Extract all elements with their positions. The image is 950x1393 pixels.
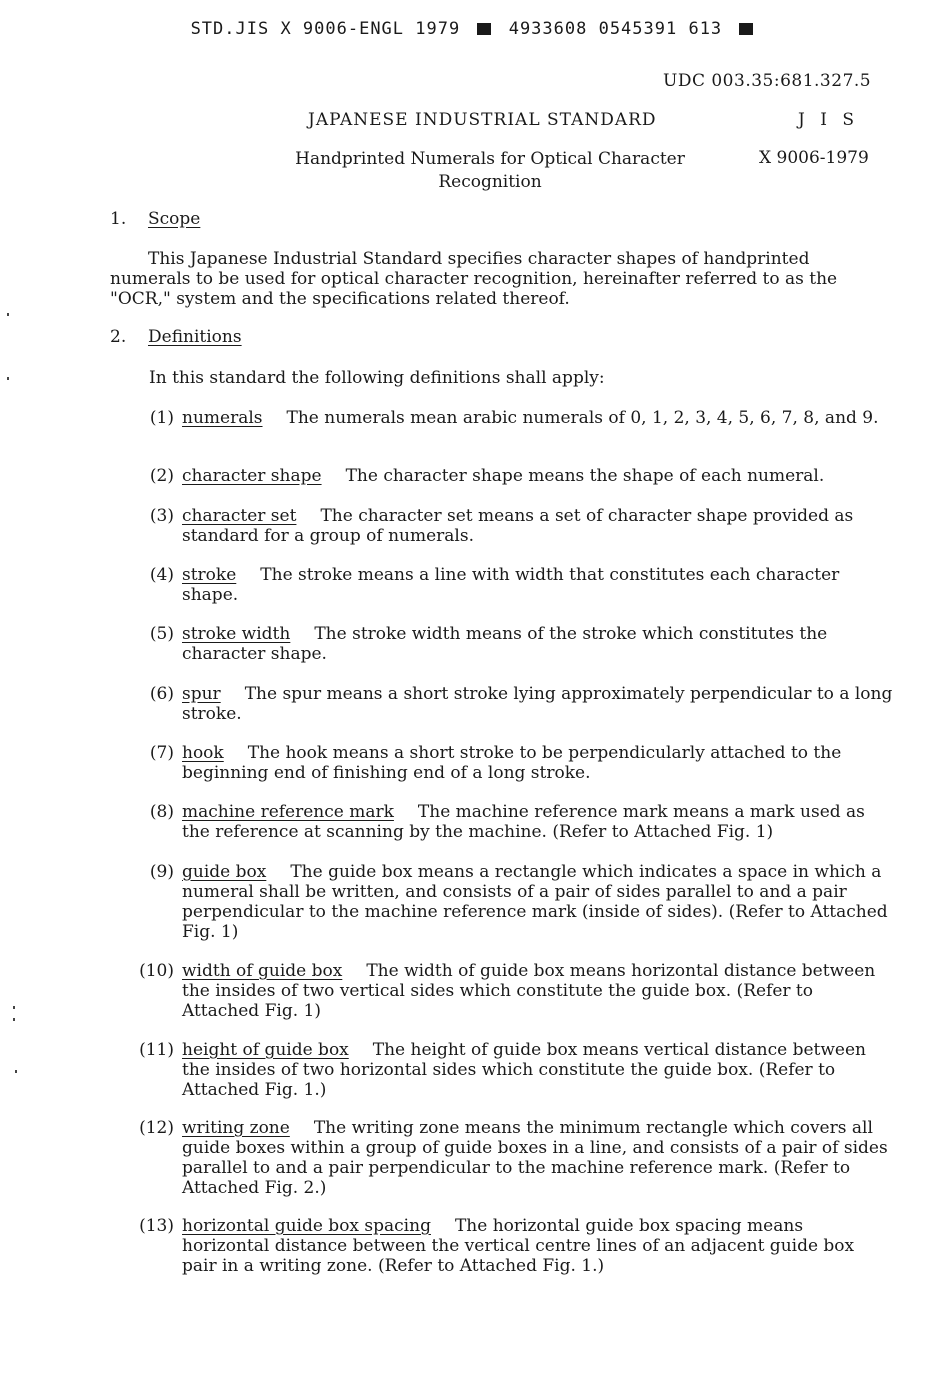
item-text: The stroke means a line with width that constitutes each character shape.	[182, 565, 840, 605]
definition-item	[124, 624, 894, 664]
jis-label: J I S	[798, 110, 859, 130]
item-text: The height of guide box means vertical distance between the insides of two horizontal sides which constitute the guide box. (Refer to Attached Fig. 1.)	[182, 1040, 866, 1100]
definition-item	[124, 961, 894, 1021]
item-number: (11)	[139, 1040, 174, 1060]
definition-item	[124, 466, 894, 486]
item-number: (1)	[149, 408, 174, 428]
scan-header-line	[0, 19, 950, 39]
item-number: (8)	[149, 802, 174, 822]
scan-header-code: STD.JIS X 9006-ENGL 1979	[190, 19, 461, 39]
item-term: writing zone	[182, 1118, 290, 1138]
item-number: (10)	[139, 961, 174, 981]
section-number: 1.	[110, 209, 127, 229]
item-term: machine reference mark	[182, 802, 394, 822]
definition-item	[124, 862, 894, 942]
item-term: stroke width	[182, 624, 291, 644]
item-text: The character shape means the shape of each numeral.	[345, 466, 825, 486]
definition-item	[124, 684, 894, 724]
scan-speck	[13, 1006, 15, 1009]
item-term: stroke	[182, 565, 237, 585]
item-number: (13)	[139, 1216, 174, 1236]
item-term: height of guide box	[182, 1040, 349, 1060]
item-number: (12)	[139, 1118, 174, 1138]
item-term: numerals	[182, 408, 263, 428]
item-term: hook	[182, 743, 224, 763]
item-term: spur	[182, 684, 221, 704]
item-number: (5)	[149, 624, 174, 644]
item-number: (9)	[149, 862, 174, 882]
section-number: 2.	[110, 327, 127, 347]
item-text: The spur means a short stroke lying approximately perpendicular to a long stroke.	[182, 684, 893, 724]
item-text: The stroke width means of the stroke which constitutes the character shape.	[182, 624, 828, 664]
scope-paragraph	[110, 249, 878, 309]
udc-number: UDC 003.35:681.327.5	[663, 71, 872, 91]
definition-item	[124, 1040, 894, 1100]
scan-speck	[15, 1070, 17, 1073]
definition-item	[124, 802, 894, 842]
scan-speck	[7, 377, 9, 380]
item-term: width of guide box	[182, 961, 343, 981]
item-text: The horizontal guide box spacing means horizontal distance between the vertical centre lines of an adjacent guide box pair in a writing zone. (Refer to Attached Fig. 1.)	[182, 1216, 855, 1276]
scope-text: This Japanese Industrial Standard specifies character shapes of handprinted numerals to be used for optical character recognition, hereinafter referred to as the "OCR," system and the specifications related thereof.	[110, 249, 838, 309]
definition-item	[124, 408, 894, 428]
item-text: The numerals mean arabic numerals of 0, 1, 2, 3, 4, 5, 6, 7, 8, and 9.	[286, 408, 879, 428]
item-number: (3)	[149, 506, 174, 526]
section-title: Definitions	[148, 327, 242, 347]
document-number: X 9006-1979	[759, 148, 869, 168]
item-text: The guide box means a rectangle which indicates a space in which a numeral shall be written, and consists of a pair of sides parallel to and a pair perpendicular to the machine reference mark (inside of sides). (Refer to Attached Fig. 1)	[182, 862, 888, 942]
scan-speck	[13, 1018, 15, 1021]
item-term: horizontal guide box spacing	[182, 1216, 431, 1236]
item-text: The character set means a set of character shape provided as standard for a group of numerals.	[182, 506, 854, 546]
item-term: character set	[182, 506, 297, 526]
definition-item	[124, 565, 894, 605]
black-block-mark	[477, 23, 491, 35]
black-block-mark	[739, 23, 753, 35]
section-heading-scope	[110, 209, 200, 229]
definition-item	[124, 1118, 894, 1198]
document-name: Handprinted Numerals for Optical Character Recognition	[295, 149, 685, 192]
item-text: The hook means a short stroke to be perpendicularly attached to the beginning end of finishing end of a long stroke.	[182, 743, 842, 783]
item-term: guide box	[182, 862, 267, 882]
item-text: The writing zone means the minimum rectangle which covers all guide boxes within a group of guide boxes in a line, and consists of a pair of sides parallel to and a pair perpendicular to the machine reference mark. (Refer to Attached Fig. 2.)	[182, 1118, 888, 1198]
standard-title: JAPANESE INDUSTRIAL STANDARD	[308, 110, 657, 130]
item-number: (6)	[149, 684, 174, 704]
definitions-intro: In this standard the following definitions shall apply:	[149, 368, 605, 388]
section-heading-definitions	[110, 327, 242, 347]
definition-item	[124, 506, 894, 546]
item-number: (4)	[149, 565, 174, 585]
item-number: (2)	[149, 466, 174, 486]
definition-item	[124, 1216, 894, 1276]
item-number: (7)	[149, 743, 174, 763]
section-title: Scope	[148, 209, 201, 229]
item-text: The machine reference mark means a mark used as the reference at scanning by the machine. (Refer to Attached Fig. 1)	[182, 802, 865, 842]
scan-speck	[7, 313, 9, 316]
definition-item	[124, 743, 894, 783]
item-term: character shape	[182, 466, 322, 486]
scan-header-serial: 4933608 0545391 613	[508, 19, 723, 39]
item-text: The width of guide box means horizontal distance between the insides of two vertical sides which constitute the guide box. (Refer to Attached Fig. 1)	[182, 961, 876, 1021]
